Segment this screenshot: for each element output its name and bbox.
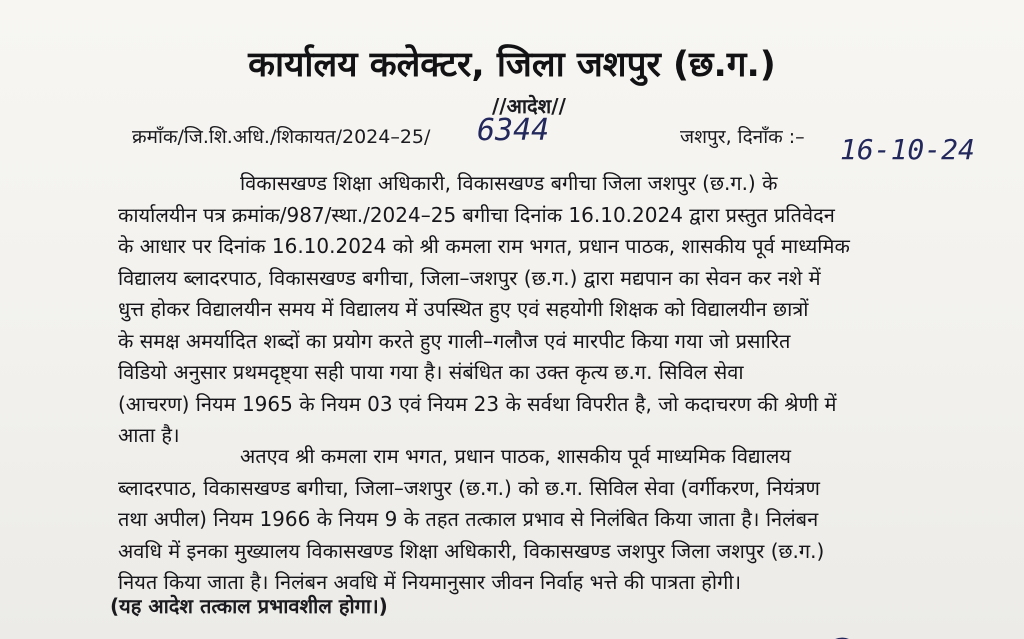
reference-row <box>132 113 992 166</box>
paragraph-suspension-order <box>118 441 976 599</box>
date-handwritten: 16-10-24 <box>840 133 975 166</box>
reference-number-prefix: क्रमाँक/जि.शि.अधि./शिकायत/2024–25/ <box>132 126 431 148</box>
paragraph-line: विकासखण्ड शिक्षा अधिकारी, विकासखण्ड बगीचा जिला जशपुर (छ.ग.) के <box>240 171 778 195</box>
closing-note: (यह आदेश तत्काल प्रभावशील होगा।) <box>110 594 388 618</box>
paragraph-line: अवधि में इनका मुख्यालय विकासखण्ड शिक्षा अधिकारी, विकासखण्ड जशपुर जिला जशपुर (छ.ग.) <box>118 538 825 563</box>
reference-number-handwritten: 6344 <box>477 113 550 148</box>
paragraph-line: के समक्ष अमर्यादित शब्दों का प्रयोग करते हुए गाली–गलौज एवं मारपीट किया गया जो प्रसारित <box>118 328 791 353</box>
signature-mark-partial <box>818 620 878 639</box>
office-title: कार्यालय कलेक्टर, जिला जशपुर (छ.ग.) <box>248 45 776 85</box>
paragraph-line: धुत्त होकर विद्यालयीन समय में विद्यालय में उपस्थित हुए एवं सहयोगी शिक्षक को विद्यालयीन छात्रों <box>118 297 809 321</box>
paragraph-line: ब्लादरपाठ, विकासखण्ड बगीचा, जिला–जशपुर (छ.ग.) को छ.ग. सिविल सेवा (वर्गीकरण, नियंत्रण <box>118 475 820 500</box>
order-label: //आदेश// <box>492 94 566 118</box>
paragraph-line: तथा अपील) नियम 1966 के नियम 9 के तहत तत्काल प्रभाव से निलंबित किया जाता है। निलंबन <box>118 507 819 531</box>
paragraph-findings <box>118 168 976 452</box>
paragraph-line: विडियो अनुसार प्रथमदृष्ट्या सही पाया गया है। संबंधित का उक्त कृत्य छ.ग. सिविल सेवा <box>118 360 744 384</box>
place-date-label: जशपुर, दिनाँक :– <box>680 126 805 148</box>
paragraph-line: (आचरण) नियम 1965 के नियम 03 एवं नियम 23 के सर्वथा विपरीत है, जो कदाचरण की श्रेणी में <box>118 391 837 416</box>
paragraph-line: कार्यालयीन पत्र क्रमांक/987/स्था./2024–25 बगीचा दिनांक 16.10.2024 द्वारा प्रस्तुत प्रतिवेदन <box>118 202 835 227</box>
paragraph-line: नियत किया जाता है। निलंबन अवधि में नियमानुसार जीवन निर्वाह भत्ते की पात्रता होगी। <box>118 570 742 594</box>
paragraph-line: विद्यालय ब्लादरपाठ, विकासखण्ड बगीचा, जिला–जशपुर (छ.ग.) द्वारा मद्यपान का सेवन कर नशे में <box>118 265 821 290</box>
paragraph-line: के आधार पर दिनांक 16.10.2024 को श्री कमला राम भगत, प्रधान पाठक, शासकीय पूर्व माध्यमिक <box>118 234 850 258</box>
paragraph-line: आता है। <box>118 423 180 447</box>
paragraph-line: अतएव श्री कमला राम भगत, प्रधान पाठक, शासकीय पूर्व माध्यमिक विद्यालय <box>240 444 791 468</box>
